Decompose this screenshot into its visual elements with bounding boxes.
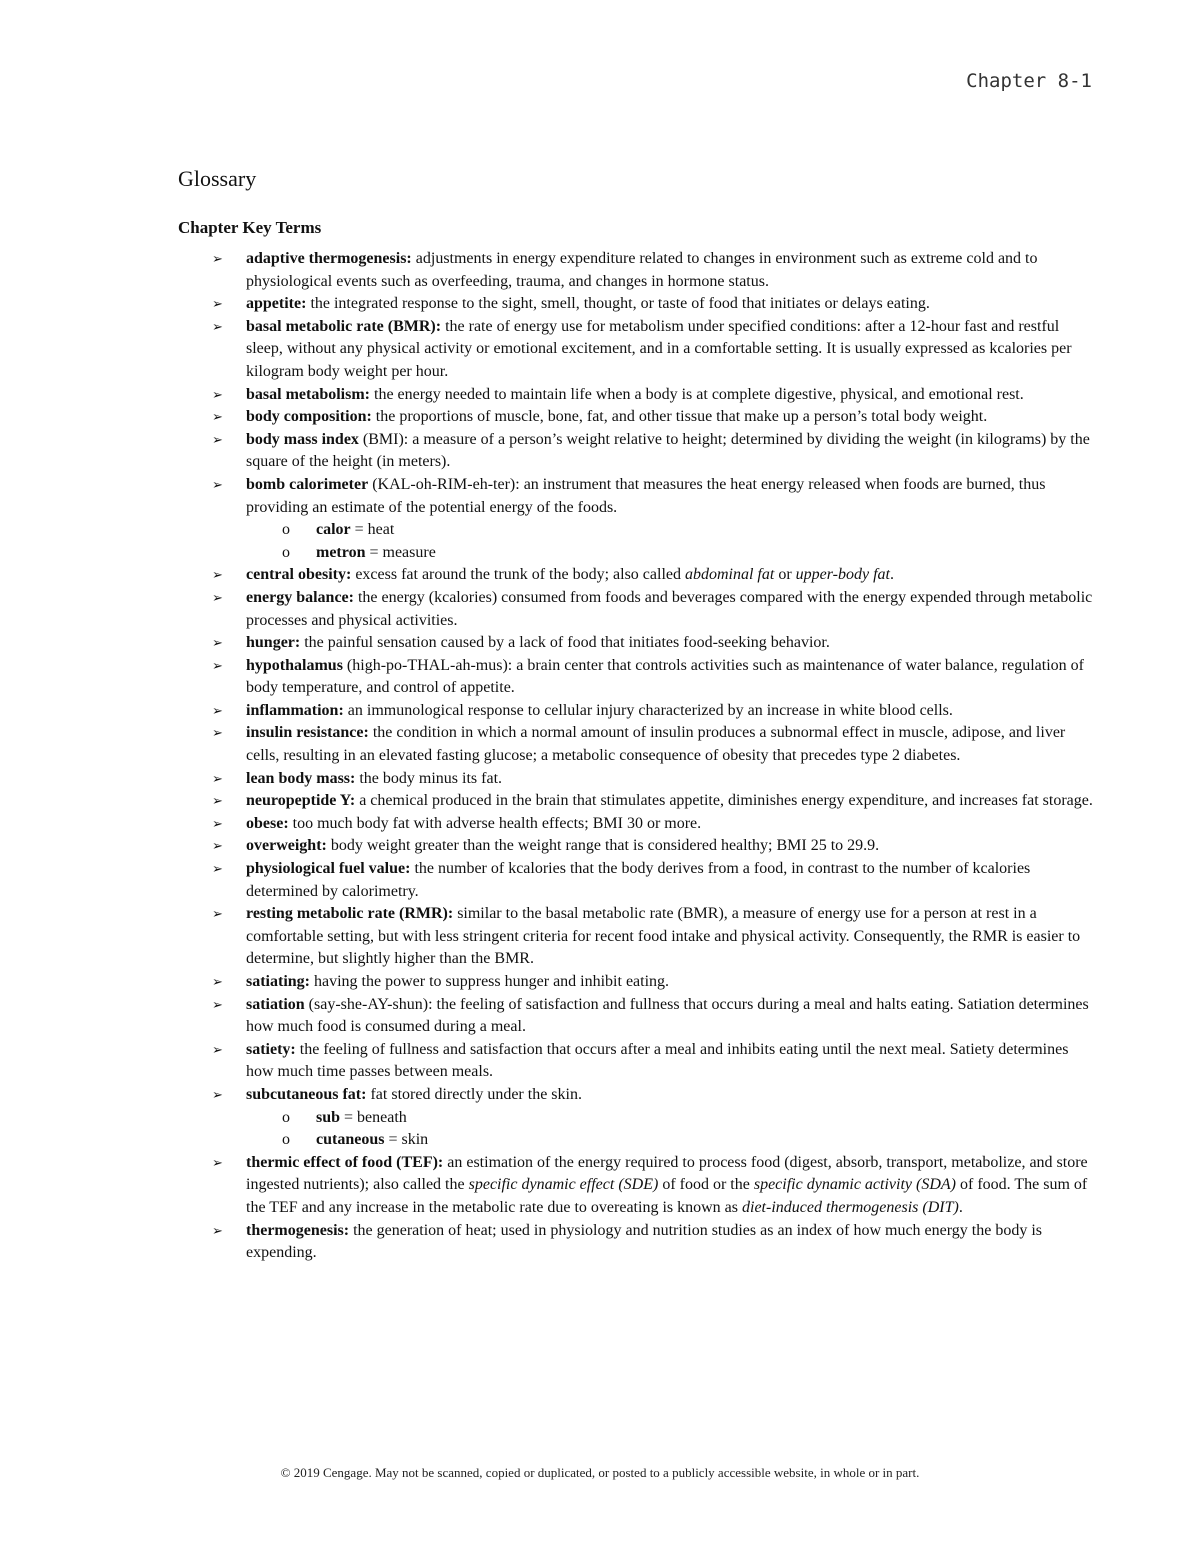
definition-text: body weight greater than the weight range that is considered healthy; BMI 25 to 29.9. (326, 837, 880, 855)
definition-text: adjustments in energy expenditure related to changes in environment such as extreme cold and to physiological events such as overfeeding, trauma, and changes in hormone status. (246, 250, 1038, 290)
root-word: calor (316, 521, 351, 539)
definition-text: too much body fat with adverse health effects; BMI 30 or more. (288, 814, 702, 832)
arrow-bullet-icon: ➢ (212, 251, 223, 266)
etymology-item (246, 1129, 1098, 1152)
arrow-bullet-icon: ➢ (212, 906, 223, 922)
definition-text: of food. The sum of the TEF and any increase in the metabolic rate due to overeating is known as (246, 1176, 1088, 1216)
arrow-bullet-icon: ➢ (212, 815, 223, 831)
root-meaning: = measure (365, 543, 436, 561)
definition-text: the painful sensation caused by a lack of food that initiates food-seeking behavior. (300, 634, 830, 652)
glossary-entry (178, 1220, 1098, 1265)
definition-text: the energy needed to maintain life when a body is at complete digestive, physical, and emotional rest. (370, 385, 1024, 403)
italic-term: specific dynamic activity (SDA) (753, 1176, 956, 1194)
glossary-entry (178, 1084, 1098, 1152)
term: satiety: (246, 1040, 296, 1058)
glossary-entry (178, 248, 1098, 293)
definition-text: having the power to suppress hunger and inhibit eating. (310, 973, 670, 990)
term: thermogenesis: (246, 1221, 350, 1239)
copyright-footer: © 2019 Cengage. May not be scanned, copied or duplicated, or posted to a publicly accessible website, in whole or in part. (280, 1465, 920, 1480)
page-number: Chapter 8-1 (966, 70, 1092, 92)
term: overweight: (246, 837, 327, 855)
definition-text: (say-she-AY-shun): the feeling of satisfaction and fullness that occurs during a meal and halts eating. Satiation determines how much food is consumed during a meal. (246, 995, 1089, 1036)
arrow-bullet-icon: ➢ (212, 861, 223, 877)
arrow-bullet-icon: ➢ (212, 1222, 223, 1238)
italic-term: specific dynamic effect (SDE) (468, 1176, 659, 1194)
definition-text: a chemical produced in the brain that stimulates appetite, diminishes energy expenditure, and increases fat storage. (355, 792, 1093, 810)
arrow-bullet-icon: ➢ (212, 793, 223, 809)
glossary-entry (178, 1152, 1098, 1220)
definition-text: the proportions of muscle, bone, fat, and other tissue that make up a person’s total body weight. (371, 408, 988, 426)
definition-text: the rate of energy use for metabolism under specified conditions: after a 12-hour fast and restful sleep, without any physical activity or emotional excitement, and in a comfortable setting. It is usually expressed as kcalories per kilogram body weight per hour. (246, 317, 1072, 380)
glossary-entry (178, 835, 1098, 858)
term: adaptive thermogenesis: (246, 250, 412, 267)
arrow-bullet-icon: ➢ (212, 974, 223, 989)
arrow-bullet-icon: ➢ (212, 996, 223, 1012)
definition-text: the integrated response to the sight, smell, thought, or taste of food that initiates or delays eating. (306, 295, 930, 313)
term: body mass index (246, 430, 359, 448)
arrow-bullet-icon: ➢ (212, 1086, 223, 1102)
circle-bullet-icon: o (282, 543, 290, 561)
glossary-entry (178, 700, 1098, 723)
definition-text: an estimation of the energy required to process food (digest, absorb, transport, metabolize, and store ingested nutrients); also called the (246, 1153, 1088, 1194)
arrow-bullet-icon: ➢ (212, 296, 223, 312)
root-meaning: = skin (384, 1131, 429, 1149)
arrow-bullet-icon: ➢ (212, 702, 223, 718)
section-heading: Chapter Key Terms (178, 218, 322, 237)
definition-text: the feeling of fullness and satisfaction that occurs after a meal and inhibits eating until the next meal. Satiety determines how much time passes between meals. (246, 1040, 1069, 1081)
glossary-entry (178, 632, 1098, 655)
etymology-list (246, 1107, 1098, 1152)
term: bomb calorimeter (246, 475, 369, 493)
term: hypothalamus (246, 656, 343, 674)
arrow-bullet-icon: ➢ (212, 1154, 223, 1170)
root-word: metron (316, 543, 366, 561)
etymology-item (246, 519, 1098, 542)
definition-text: (BMI): a measure of a person’s weight relative to height; determined by dividing the weight (in kilograms) by the square of the height (in meters). (246, 430, 1090, 471)
glossary-entry (178, 722, 1098, 767)
definition-text: . (958, 1198, 963, 1216)
term: body composition: (246, 408, 372, 426)
term: thermic effect of food (TEF): (246, 1153, 444, 1171)
term: basal metabolism: (246, 385, 370, 403)
term: hunger: (246, 634, 301, 652)
circle-bullet-icon: o (282, 1131, 290, 1149)
definition-text: the number of kcalories that the body derives from a food, in contrast to the number of kcalories determined by calorimetry. (246, 860, 1031, 900)
circle-bullet-icon: o (282, 1108, 290, 1126)
root-word: sub (316, 1108, 341, 1126)
italic-term: diet-induced thermogenesis (DIT) (742, 1198, 959, 1216)
term: physiological fuel value: (246, 860, 411, 878)
glossary-entry (178, 384, 1098, 407)
etymology-item (246, 1107, 1098, 1130)
definition-text: the body minus its fat. (355, 769, 503, 787)
glossary-entry (178, 994, 1098, 1039)
definition-text: similar to the basal metabolic rate (BMR), a measure of energy use for a person at rest in a comfortable setting, but with less stringent criteria for recent food intake and physical activity. Consequently, the RMR is easier to determine, but slightly higher than the BMR. (246, 905, 1081, 968)
glossary-entry (178, 316, 1098, 384)
glossary-entry (178, 768, 1098, 791)
arrow-bullet-icon: ➢ (212, 838, 223, 854)
definition-text: excess fat around the trunk of the body; also called (351, 566, 685, 584)
definition-text: the generation of heat; used in physiology and nutrition studies as an index of how much energy the body is expending. (246, 1221, 1042, 1262)
definition-text: . (889, 566, 894, 584)
arrow-bullet-icon: ➢ (212, 770, 223, 786)
term: satiation (246, 995, 305, 1013)
term: neuropeptide Y: (246, 792, 356, 810)
glossary-entry (178, 858, 1098, 903)
glossary-entry (178, 790, 1098, 813)
definition-text: (KAL-oh-RIM-eh-ter): an instrument that measures the heat energy released when foods are burned, thus providing an estimate of the potential energy of the foods. (246, 475, 1046, 516)
arrow-bullet-icon: ➢ (212, 386, 223, 402)
term: insulin resistance: (246, 724, 369, 742)
glossary-list (178, 248, 1098, 1265)
glossary-entry (178, 293, 1098, 316)
etymology-list (246, 519, 1098, 564)
arrow-bullet-icon: ➢ (212, 567, 223, 583)
italic-term: abdominal fat (684, 566, 775, 584)
arrow-bullet-icon: ➢ (212, 476, 223, 492)
glossary-entry (178, 429, 1098, 474)
definition-text: of food or the (658, 1176, 754, 1194)
glossary-content (178, 166, 1098, 1265)
arrow-bullet-icon: ➢ (212, 1041, 223, 1057)
arrow-bullet-icon: ➢ (212, 725, 223, 741)
italic-term: upper-body fat (795, 566, 890, 584)
term: basal metabolic rate (BMR): (246, 317, 442, 335)
etymology-item (246, 542, 1098, 565)
term: central obesity: (246, 566, 352, 584)
glossary-entry (178, 655, 1098, 700)
term: satiating: (246, 973, 310, 990)
term: inflammation: (246, 701, 344, 719)
term: energy balance: (246, 588, 354, 606)
circle-bullet-icon: o (282, 521, 290, 539)
arrow-bullet-icon: ➢ (212, 589, 223, 605)
definition-text: an immunological response to cellular injury characterized by an increase in white blood cells. (343, 701, 953, 719)
glossary-entry (178, 813, 1098, 836)
arrow-bullet-icon: ➢ (212, 635, 223, 651)
term: resting metabolic rate (RMR): (246, 905, 454, 923)
term: obese: (246, 814, 289, 832)
glossary-entry (178, 903, 1098, 971)
glossary-entry (178, 564, 1098, 587)
term: subcutaneous fat: (246, 1085, 367, 1103)
root-word: cutaneous (316, 1131, 385, 1149)
definition-text: (high-po-THAL-ah-mus): a brain center that controls activities such as maintenance of water balance, regulation of body temperature, and control of appetite. (246, 656, 1084, 697)
glossary-entry (178, 1039, 1098, 1084)
definition-text: or (774, 566, 796, 584)
glossary-entry (178, 474, 1098, 564)
glossary-entry (178, 587, 1098, 632)
definition-text: the condition in which a normal amount of insulin produces a subnormal effect in muscle, adipose, and liver cells, resulting in an elevated fasting glucose; a metabolic consequence of obesity that precedes type 2 diabetes. (246, 724, 1066, 765)
term: lean body mass: (246, 769, 356, 787)
arrow-bullet-icon: ➢ (212, 657, 223, 673)
definition-text: the energy (kcalories) consumed from foods and beverages compared with the energy expended through metabolic processes and physical activities. (246, 588, 1093, 629)
root-meaning: = heat (350, 521, 395, 539)
arrow-bullet-icon: ➢ (212, 431, 223, 447)
definition-text: fat stored directly under the skin. (366, 1085, 582, 1103)
glossary-entry (178, 406, 1098, 429)
root-meaning: = beneath (340, 1108, 407, 1126)
term: appetite: (246, 295, 307, 313)
glossary-entry (178, 971, 1098, 994)
arrow-bullet-icon: ➢ (212, 318, 223, 334)
arrow-bullet-icon: ➢ (212, 409, 223, 425)
page-title: Glossary (178, 166, 257, 191)
